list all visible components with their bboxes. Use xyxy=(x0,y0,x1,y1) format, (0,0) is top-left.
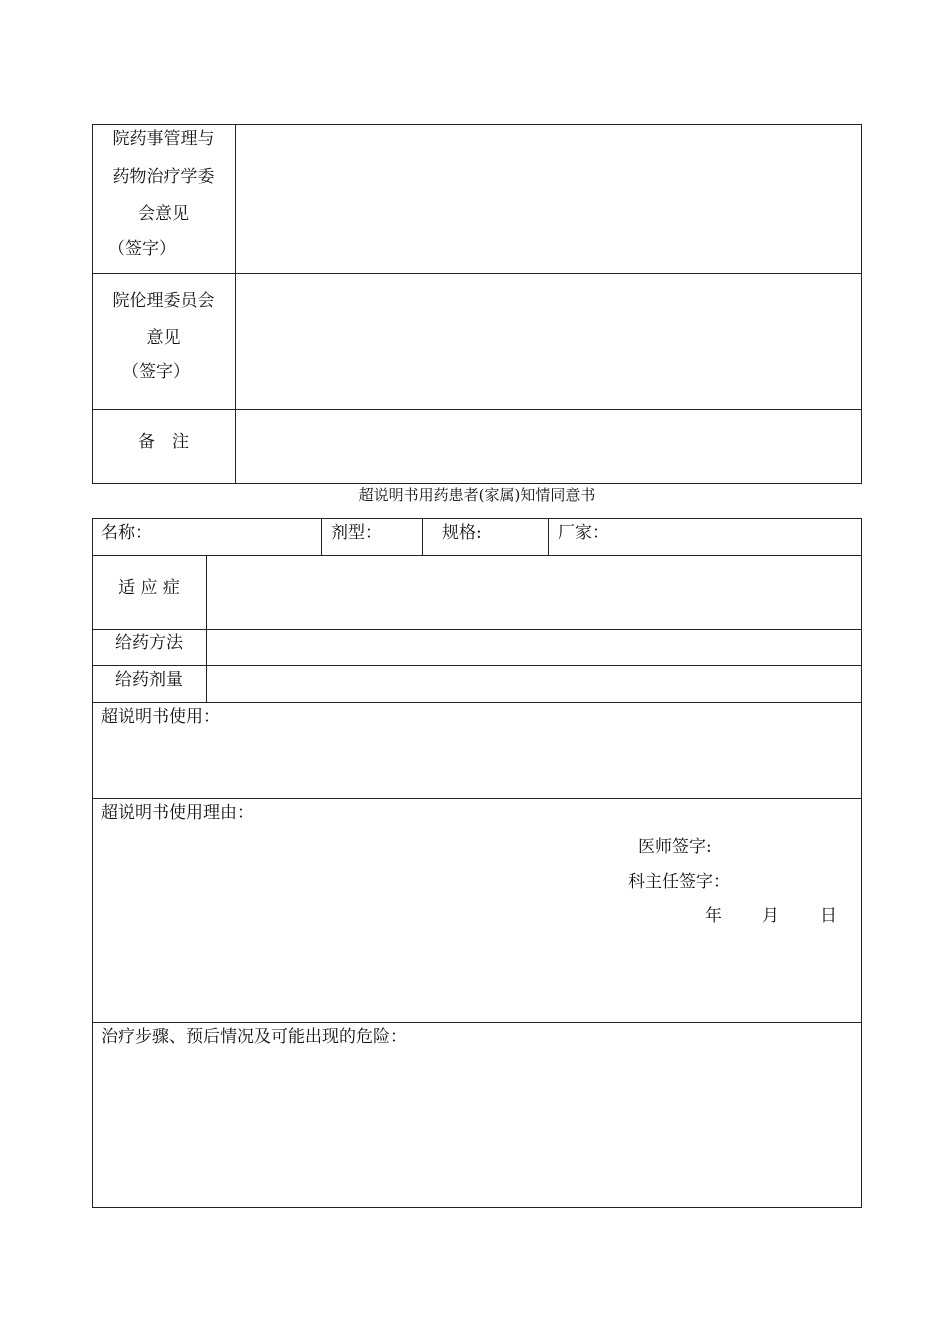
committee-opinion-line1: 院药事管理与 xyxy=(112,129,215,149)
dose-label: 给药剂量 xyxy=(115,670,183,690)
manufacturer-label: 厂家： xyxy=(558,523,609,543)
date-month: 月 xyxy=(762,906,779,926)
date-year: 年 xyxy=(705,906,722,926)
manufacturer-field[interactable] xyxy=(605,519,861,554)
remarks-label: 备 注 xyxy=(138,432,189,452)
administration-field[interactable] xyxy=(207,630,861,664)
ethics-opinion-line3: （签字） xyxy=(122,362,190,382)
consent-row-line xyxy=(92,702,862,703)
spec-field[interactable] xyxy=(490,519,547,554)
consent-row-line xyxy=(92,1022,862,1023)
consent-col-line xyxy=(548,518,549,555)
administration-label: 给药方法 xyxy=(115,633,183,653)
doctor-sign-label: 医师签字: xyxy=(638,837,712,857)
spec-label: 规格: xyxy=(442,523,482,543)
risks-field[interactable] xyxy=(93,1052,861,1207)
off-label-use-label: 超说明书使用： xyxy=(101,707,220,727)
form-title: 超说明书用药患者(家属)知情同意书 xyxy=(358,486,596,504)
dosage-form-label: 剂型： xyxy=(331,523,382,543)
dose-field[interactable] xyxy=(207,666,861,701)
dosage-form-field[interactable] xyxy=(378,519,421,554)
consent-col-line xyxy=(422,518,423,555)
reason-field[interactable] xyxy=(93,826,613,1021)
risks-label: 治疗步骤、预后情况及可能出现的危险： xyxy=(101,1027,407,1047)
ethics-opinion-field[interactable] xyxy=(236,274,861,408)
committee-opinion-line3: 会意见 xyxy=(138,204,189,224)
committee-opinion-line4: （签字） xyxy=(108,239,176,259)
director-sign-label: 科主任签字： xyxy=(628,872,730,892)
consent-col-line xyxy=(321,518,322,555)
off-label-use-field[interactable] xyxy=(93,730,861,797)
committee-opinion-line2: 药物治疗学委 xyxy=(112,167,215,187)
indication-field[interactable] xyxy=(207,556,861,628)
indication-label: 适 应 症 xyxy=(118,578,180,598)
ethics-opinion-line1: 院伦理委员会 xyxy=(112,291,215,311)
date-day: 日 xyxy=(820,906,837,926)
name-field[interactable] xyxy=(160,519,320,554)
reason-label: 超说明书使用理由： xyxy=(101,803,254,823)
consent-row-line xyxy=(92,798,862,799)
committee-opinion-field[interactable] xyxy=(236,125,861,272)
name-label: 名称： xyxy=(101,523,152,543)
ethics-opinion-line2: 意见 xyxy=(146,328,181,348)
remarks-field[interactable] xyxy=(236,410,861,483)
